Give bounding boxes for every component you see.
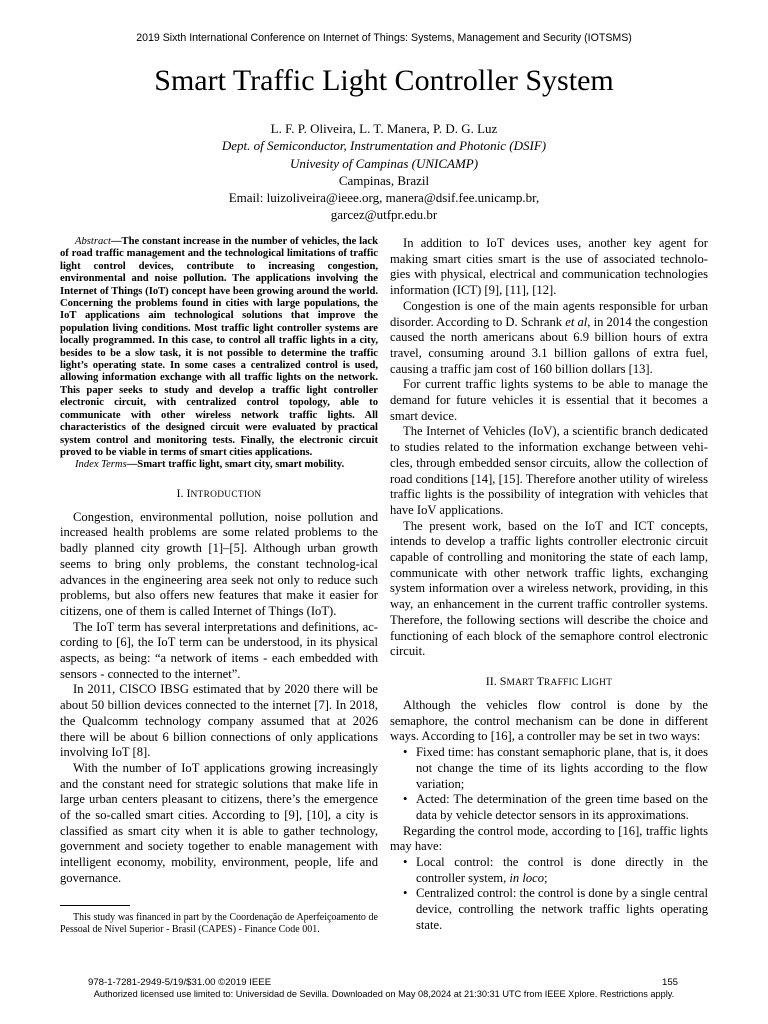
bullet-icon: •	[403, 745, 408, 760]
section2-intro: Although the vehicles flow control is done by the semaphore, the control mechanism can be done in different ways. According to [16], a controller may be set in two ways:	[390, 697, 708, 744]
heading-cap: S	[499, 673, 507, 688]
list-item	[403, 886, 708, 933]
congestion-text-rest: , in 2014 the congestion caused the north americans about 6.9 billion hours of extra travel, consuming around 3.1 billion gallons of extra fuel, causing a traffic jam cost of 160 billion dollars [13].	[390, 314, 708, 376]
author-block	[0, 120, 768, 224]
body-paragraph: The Internet of Vehicles (IoV), a scientific branch dedicated to studies related to the information exchange between vehi-cles, through embedded sensor circuits, allow the collection of road conditions [14], [15]. Therefore another utility of wireless traffic lights is the possibility of integration with vehicles that have IoV applications.	[390, 424, 708, 517]
abstract-dash: —	[110, 236, 122, 247]
author-emails: Email: luizoliveira@ieee.org, manera@dsif.fee.unicamp.br,	[228, 190, 540, 206]
control-mode-list	[390, 855, 708, 934]
list-item-text: Centralized control: the control is done by a single central device, controlling the network traffic lights operating state.	[416, 886, 709, 932]
license-notice: Authorized licensed use limited to: Universidad de Sevilla. Downloaded on May 08,2024 at 21:30:31 UTC from IEEE Xplore. Restrictions apply.	[93, 989, 675, 999]
list-item	[403, 792, 708, 823]
heading-smallcaps: MART	[506, 677, 537, 688]
section-numeral: I.	[176, 485, 187, 500]
footnote-divider	[60, 905, 130, 906]
heading-cap: I	[186, 485, 191, 500]
section-heading-smart-traffic-light	[390, 674, 708, 691]
heading-cap: L	[581, 673, 589, 688]
list-item	[403, 855, 708, 886]
page-number: 155	[662, 977, 679, 988]
body-paragraph: The present work, based on the IoT and ICT concepts, intends to develop a traffic lights controller electronic circuit capable of controlling and monitoring the state of each lamp, communicate with other network traffic lights, exchanging system information over a wireless network, providing, in this way, an enhancement in the current traffic controller systems. Therefore, the following sections will describe the choice and functioning of each block of the semaphore control electronic circuit.	[390, 518, 708, 659]
intro-paragraph: Congestion, environmental pollution, noise pollution and increased health problems are some related problems to the badly planned city growth [1]–[5]. Although urban growth seems to bring only problems, the constant technolog-ical advances in the engineering area seek not only to reduce such problems, but also offers new features that make it easier for citizens, one of them is called Internet of Things (IoT).	[60, 509, 378, 618]
index-terms-dash: —	[126, 459, 138, 471]
footer-isbn: 978-1-7281-2949-5/19/$31.00 ©2019 IEEE	[88, 977, 272, 988]
section-numeral: II.	[485, 673, 500, 688]
author-university: Univesity of Campinas (UNICAMP)	[289, 155, 479, 171]
list-item	[403, 745, 708, 792]
intro-paragraph: In 2011, CISCO IBSG estimated that by 2020 there will be about 50 billion devices connected to the internet [7]. In 2018, the Qualcomm technology company assumed that at 2026 there will be about 6 billion connections of only applications involving IoT [8].	[60, 682, 378, 760]
in-loco: in loco	[509, 870, 545, 885]
heading-smallcaps: IGHT	[588, 677, 613, 688]
index-terms	[60, 459, 378, 471]
et-al: et al	[565, 314, 588, 329]
congestion-text: Congestion is one of the main agents responsible for urban disorder. According to D. Schrank	[390, 298, 708, 329]
right-column	[390, 236, 708, 934]
bullet-icon: •	[403, 792, 408, 807]
abstract	[60, 236, 378, 459]
list-item-text-end: ;	[544, 870, 548, 885]
section-heading-introduction	[60, 486, 378, 503]
index-terms-lead: Index Terms	[75, 459, 127, 471]
list-item-text: Fixed time: has constant semaphoric plane, that is, it does not change the time of its lights according to the flow variation;	[416, 745, 708, 791]
index-terms-text: Smart traffic light, smart city, smart mobility.	[137, 459, 345, 471]
bullet-icon: •	[403, 855, 408, 870]
bullet-icon: •	[403, 886, 408, 901]
abstract-lead: Abstract	[75, 236, 111, 247]
heading-smallcaps: NTRODUCTION	[190, 489, 262, 500]
heading-cap: T	[536, 673, 544, 688]
list-item-text: Local control: the control is done directly in the controller system,	[416, 855, 708, 885]
funding-footnote: This study was financed in part by the Coordenação de Aperfeiçoamento de Pessoal de Nível Superior - Brasil (CAPES) - Finance Code 001.	[60, 911, 378, 935]
list-item-text: Acted: The determination of the green time based on the data by vehicle detector sensors in its approximations.	[416, 792, 708, 822]
controller-ways-list	[390, 745, 708, 824]
intro-paragraph: The IoT term has several interpretations and definitions, ac-cording to [6], the IoT term can be understood, in its physical aspects, as being: “a network of items - each embedded with sensors - connected to the internet”.	[60, 619, 378, 681]
body-paragraph: For current traffic lights systems to be able to manage the demand for future vehicles it is essential that it becomes a smart device.	[390, 377, 708, 423]
author-emails-continued: garcez@utfpr.edu.br	[330, 207, 438, 223]
heading-smallcaps: RAFFIC	[544, 677, 582, 688]
intro-paragraph: With the number of IoT applications growing increasingly and the constant need for strategic solutions that make life in large urban centers pleasant to citizens, there’s the emergence of the so-called smart cities. According to [9], [10], a city is classified as smart city when it is able to gather technology, government and society together to enable management with intelligent economy, mobility, environment, people, life and governance.	[60, 760, 378, 885]
congestion-paragraph	[390, 299, 708, 378]
author-location: Campinas, Brazil	[338, 172, 430, 188]
author-names: L. F. P. Oliveira, L. T. Manera, P. D. G. Luz	[270, 121, 498, 136]
control-mode-intro: Regarding the control mode, according to [16], traffic lights may have:	[390, 823, 708, 854]
conference-header: 2019 Sixth International Conference on Internet of Things: Systems, Management and Security (IOTSMS)	[136, 32, 632, 44]
paper-title: Smart Traffic Light Controller System	[154, 64, 614, 97]
abstract-text: The constant increase in the number of vehicles, the lack of road traffic management and the technological limitations of traffic light control devices, contribute to increasing congestion, environmental and noise pollution. The applications involving the Internet of Things (IoT) concept have been growing around the world. Concerning the problems found in cities with large populations, the IoT applications aim technological solutions that improve the population living conditions. Most traffic light controller systems are locally programmed. In this case, to control all traffic lights in a city, besides to be a slow task, it is not possible to determine the traffic light’s operating state. In some cases a centralized control is used, allowing information exchange with all traffic lights on the network. This paper seeks to study and develop a traffic light controller electronic circuit, with centralized control topology, able to communicate with other wireless network traffic lights. All characteristics of the designed circuit were evaluated by practical system control and monitoring tests. Finally, the electronic circuit proved to be viable in terms of smart cities applications.	[60, 236, 378, 458]
body-paragraph: In addition to IoT devices uses, another key agent for making smart cities smart is the use of associated technolo-gies with physical, electrical and communication technologies information (ICT) [9], [11], [12].	[390, 236, 708, 298]
author-department: Dept. of Semiconductor, Instrumentation and Photonic (DSIF)	[221, 138, 547, 154]
left-column	[60, 236, 378, 936]
